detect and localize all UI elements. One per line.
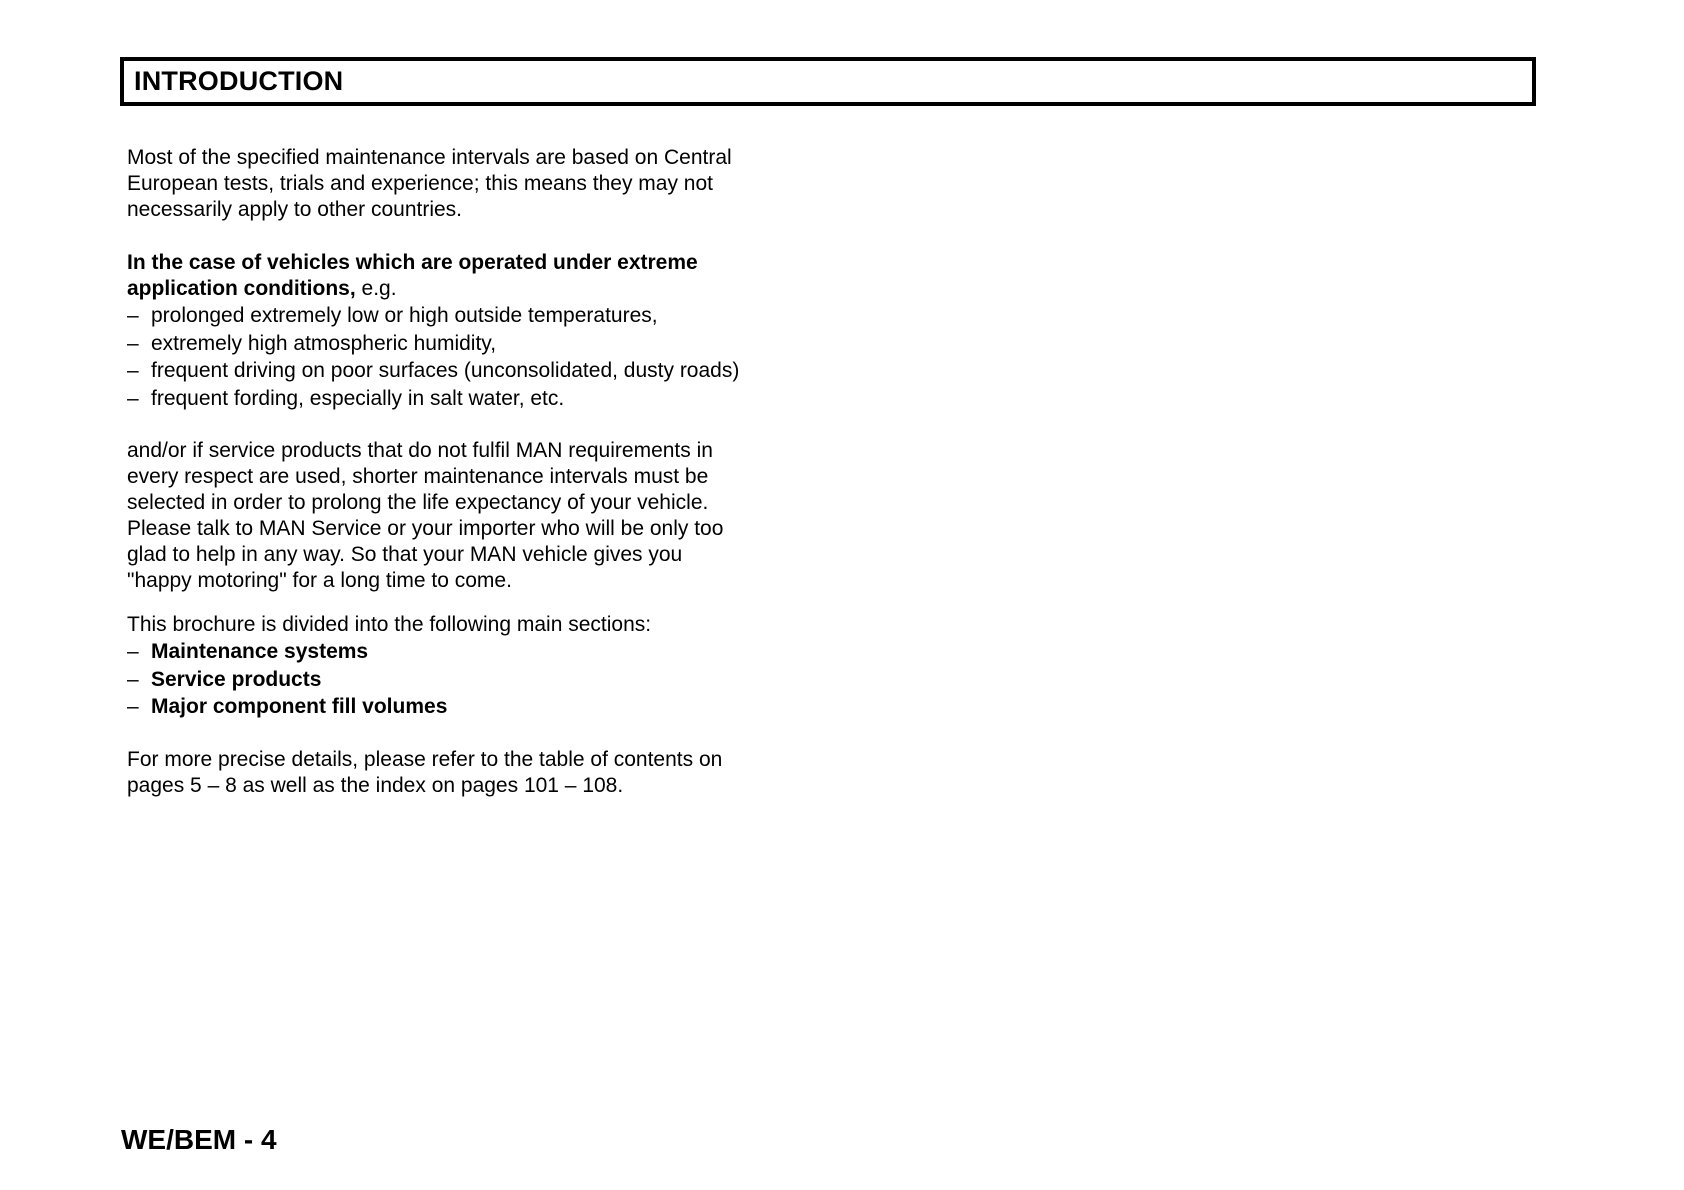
list-item	[127, 302, 807, 330]
extreme-conditions-heading: In the case of vehicles which are operated under extreme	[127, 251, 698, 274]
text-line: pages 5 – 8 as well as the index on pages 101 – 108.	[127, 773, 624, 797]
text-line: "happy motoring" for a long time to come.	[127, 569, 512, 592]
service-paragraph	[127, 438, 807, 594]
list-item	[127, 638, 807, 666]
dash-bullet: –	[127, 640, 139, 663]
section-name: Major component fill volumes	[151, 695, 448, 718]
sections-intro: This brochure is divided into the following main sections:	[127, 613, 652, 636]
list-item	[127, 330, 807, 358]
page-number-label: WE/BEM - 4	[121, 1124, 277, 1155]
reference-paragraph	[127, 747, 807, 799]
dash-bullet: –	[127, 386, 139, 410]
intro-paragraph	[127, 145, 807, 223]
section-title: INTRODUCTION	[134, 66, 344, 96]
extreme-conditions-block	[127, 250, 807, 412]
text-line: and/or if service products that do not fulfil MAN requirements in	[127, 439, 713, 462]
list-item	[127, 357, 807, 385]
dash-bullet: –	[127, 695, 139, 718]
sections-list	[127, 638, 807, 721]
text-line: European tests, trials and experience; this means they may not	[127, 172, 713, 195]
example-suffix: e.g.	[355, 277, 397, 300]
list-item-text: frequent driving on poor surfaces (unconsolidated, dusty roads)	[151, 359, 740, 382]
list-item-text: frequent fording, especially in salt water, etc.	[151, 386, 565, 410]
dash-bullet: –	[127, 359, 139, 382]
list-item-text: extremely high atmospheric humidity,	[151, 331, 497, 355]
list-item-text: prolonged extremely low or high outside temperatures,	[151, 304, 658, 327]
dash-bullet: –	[127, 667, 139, 691]
list-item	[127, 385, 807, 413]
sections-block	[127, 612, 807, 721]
text-line: For more precise details, please refer to the table of contents on	[127, 747, 723, 771]
conditions-list	[127, 302, 807, 412]
section-name: Maintenance systems	[151, 640, 369, 663]
list-item	[127, 693, 807, 721]
extreme-conditions-heading-cont	[127, 276, 807, 302]
bold-phrase: application conditions,	[127, 277, 356, 300]
section-name: Service products	[151, 667, 322, 691]
text-line: glad to help in any way. So that your MAN vehicle gives you	[127, 543, 683, 566]
text-line: necessarily apply to other countries.	[127, 198, 463, 221]
text-line: Please talk to MAN Service or your importer who will be only too	[127, 517, 724, 540]
text-line: every respect are used, shorter maintenance intervals must be	[127, 465, 709, 488]
document-body	[127, 145, 807, 799]
section-header-box	[120, 57, 1536, 106]
dash-bullet: –	[127, 331, 139, 355]
text-line: selected in order to prolong the life expectancy of your vehicle.	[127, 491, 709, 514]
list-item	[127, 666, 807, 694]
dash-bullet: –	[127, 304, 139, 327]
text-line: Most of the specified maintenance intervals are based on Central	[127, 146, 732, 169]
